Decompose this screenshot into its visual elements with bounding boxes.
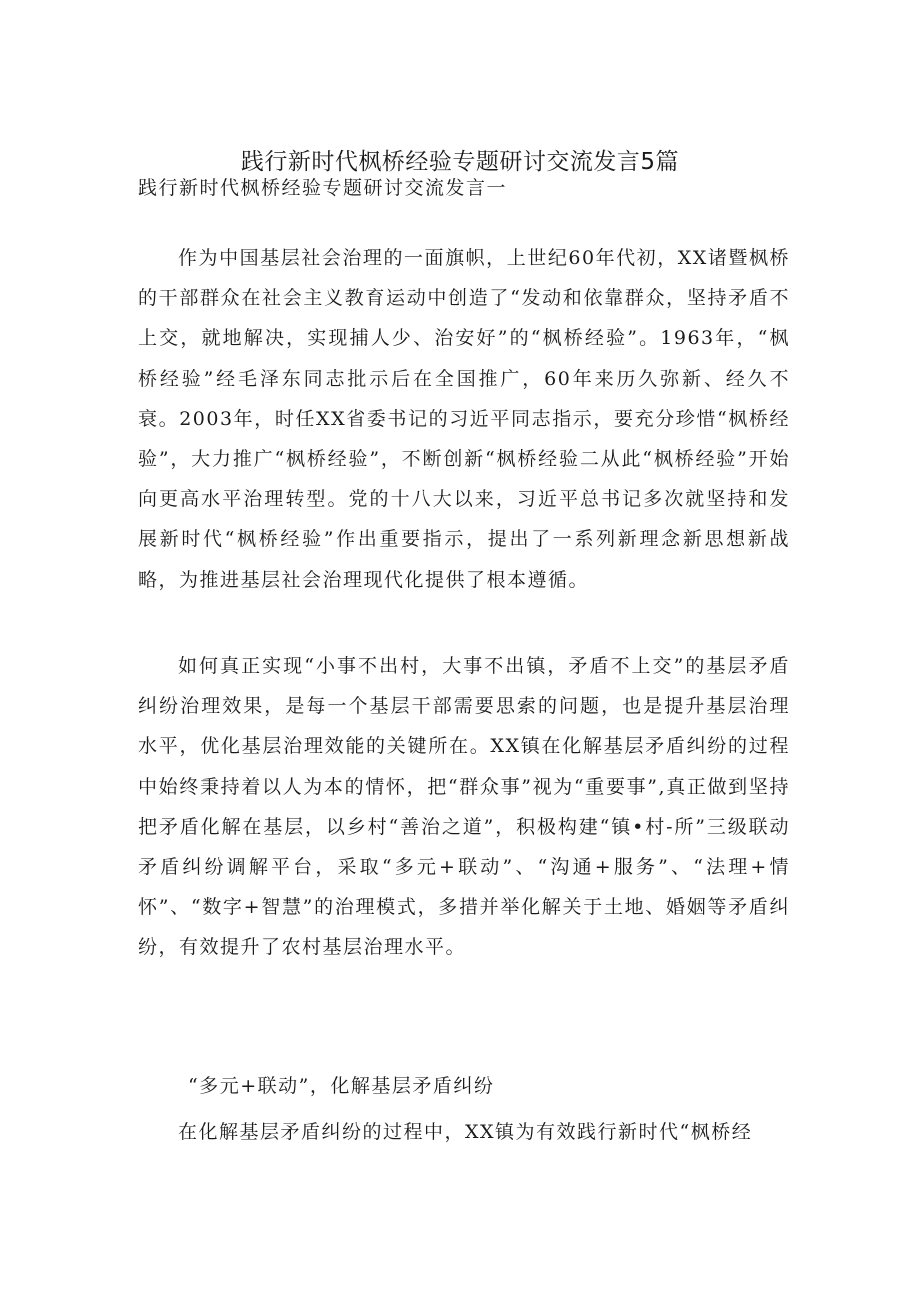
document-title: 践行新时代枫桥经验专题研讨交流发言5篇 [240, 149, 680, 175]
section-heading: 践行新时代枫桥经验专题研讨交流发言一 [138, 177, 508, 199]
subsection-heading: “多元+联动”，化解基层矛盾纠纷 [188, 1075, 495, 1097]
paragraph-continuation: 在化解基层矛盾纠纷的过程中，XX镇为有效践行新时代“枫桥经 [178, 1121, 753, 1143]
paragraph-practice: 如何真正实现“小事不出村，大事不出镇，矛盾不上交”的基层矛盾纠纷治理效果，是每一个基层干部需要思索的问题，也是提升基层治理水平，优化基层治理效能的关键所在。XX镇在化解基层矛盾纠纷的过程中始终秉持着以人为本的情怀，把“群众事”视为“重要事”,真正做到坚持把矛盾化解在基层，以乡村“善治之道”，积极构建“镇•村-所”三级联动矛盾纠纷调解平台，采取“多元+联动”、“沟通+服务”、“法理+情怀”、“数字+智慧”的治理模式，多措并举化解关于土地、婚姻等矛盾纠纷，有效提升了农村基层治理水平。 [138, 655, 790, 959]
paragraph-history: 作为中国基层社会治理的一面旗帜，上世纪60年代初，XX诸暨枫桥的干部群众在社会主义教育运动中创造了“发动和依靠群众，坚持矛盾不上交，就地解决，实现捕人少、治安好”的“枫桥经验”。1963年，“枫桥经验”经毛泽东同志批示后在全国推广，60年来历久弥新、经久不衰。2003年，时任XX省委书记的习近平同志指示，要充分珍惜“枫桥经验”，大力推广“枫桥经验”，不断创新“枫桥经验二从此“枫桥经验”开始向更高水平治理转型。党的十八大以来，习近平总书记多次就坚持和发展新时代“枫桥经验”作出重要指示，提出了一系列新理念新思想新战略，为推进基层社会治理现代化提供了根本遵循。 [138, 247, 790, 591]
